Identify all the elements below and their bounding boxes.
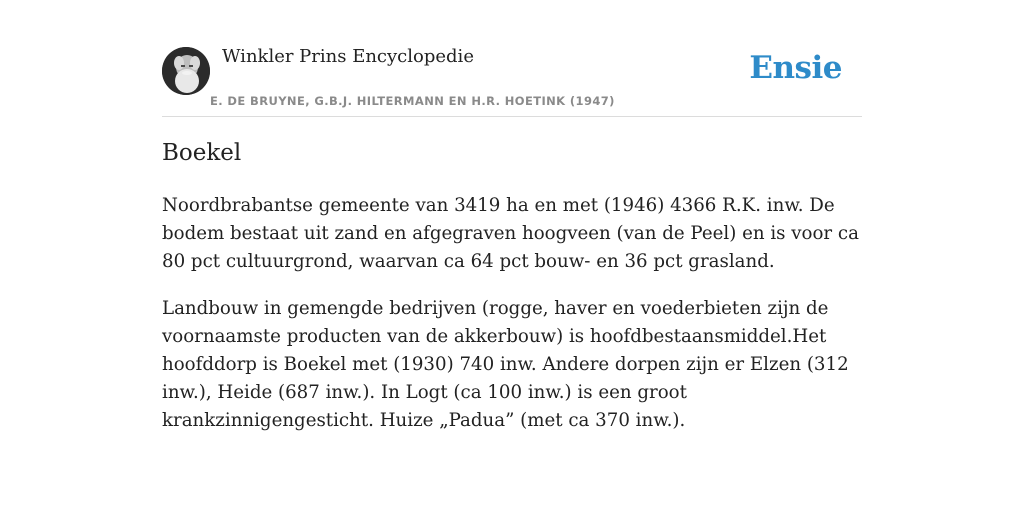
article-title: Boekel bbox=[162, 140, 242, 166]
page-container bbox=[162, 0, 862, 431]
article-paragraph: Landbouw in gemengde bedrijven (rogge, haver en voederbieten zijn de voornaamste producten van de akkerbouw) is hoofdbestaansmiddel.Het hoofddorp is Boekel met (1930) 740 inw. Andere dorpen zijn er Elzen (312 inw.), Heide (687 inw.). In Logt (ca 100 inw.) is een groot krankzinnigengesticht. Huize „Padua” (met ca 370 inw.). bbox=[162, 298, 849, 431]
author-avatar[interactable] bbox=[162, 47, 210, 95]
article-body bbox=[162, 192, 862, 454]
article-paragraph: Noordbrabantse gemeente van 3419 ha en met (1946) 4366 R.K. inw. De bodem bestaat uit zand en afgegraven hoogveen (van de Peel) en is voor ca 80 pct cultuurgrond, waarvan ca 64 pct bouw- en 36 pct grasland. bbox=[162, 195, 859, 272]
encyclopedia-title[interactable]: Winkler Prins Encyclopedie bbox=[222, 46, 474, 67]
authors-credit: E. DE BRUYNE, G.B.J. HILTERMANN EN H.R. HOETINK (1947) bbox=[210, 94, 615, 108]
encyclopedia-header bbox=[162, 0, 862, 117]
ensie-logo[interactable]: Ensie bbox=[749, 50, 842, 86]
author-portrait-icon bbox=[162, 47, 210, 95]
